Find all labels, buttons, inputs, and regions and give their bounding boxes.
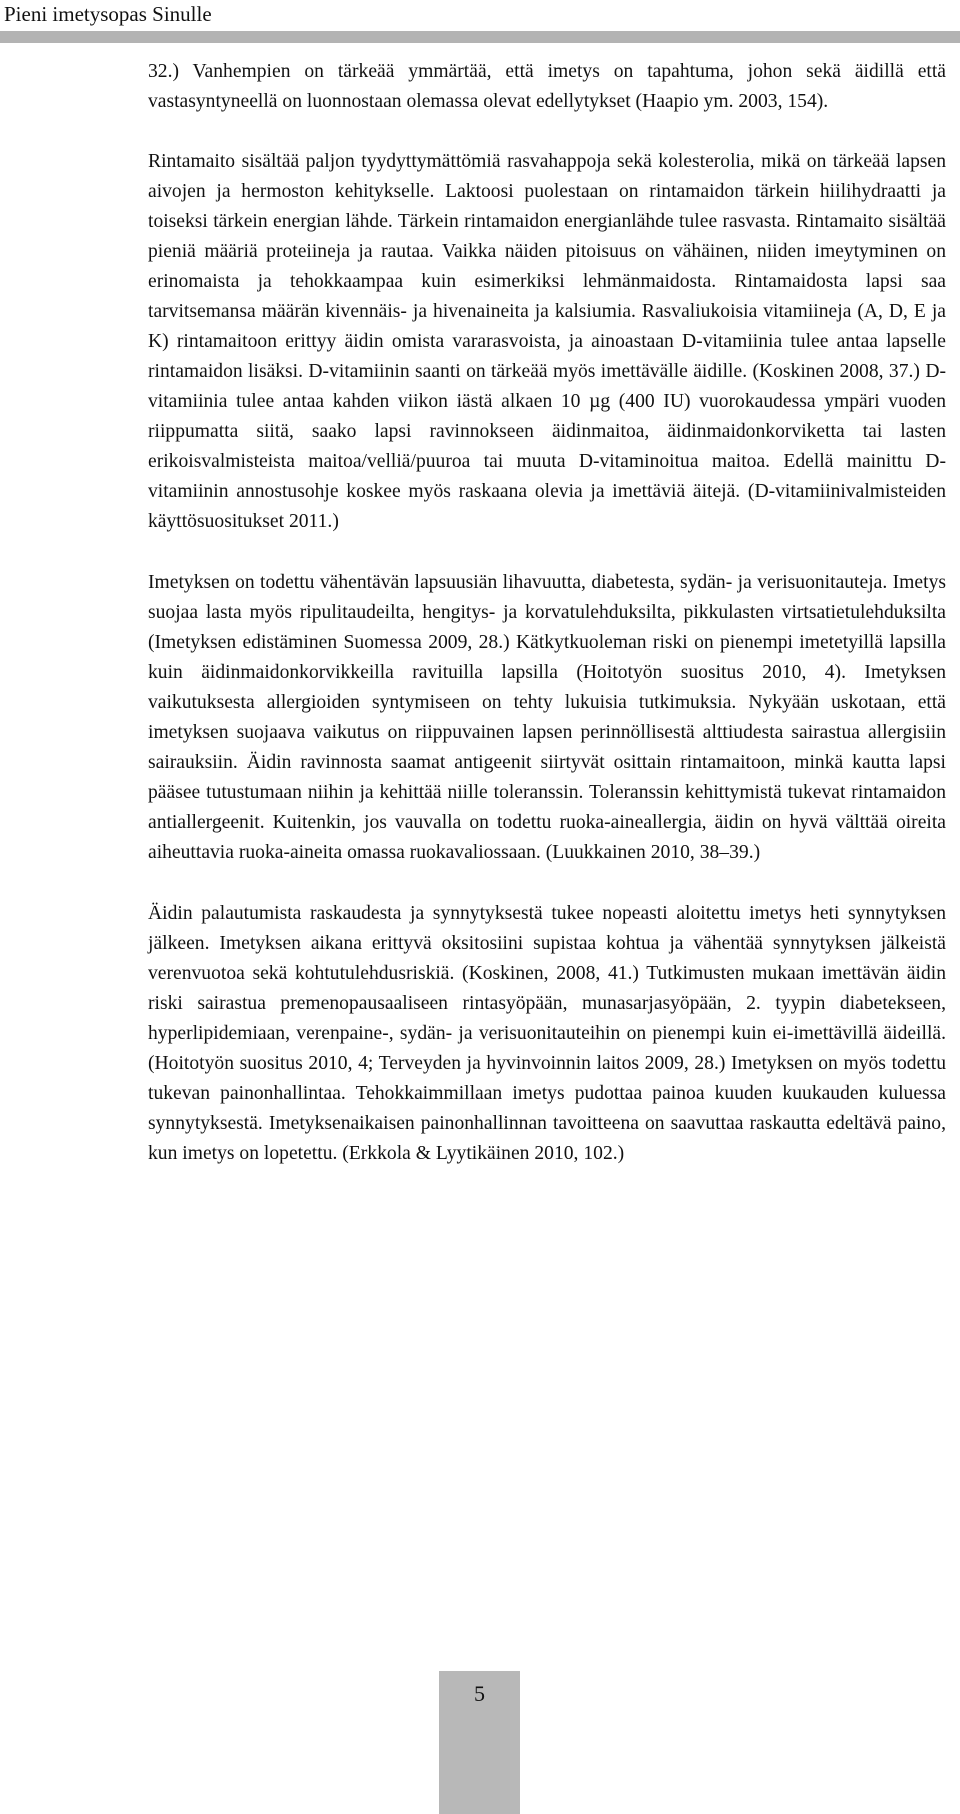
page-number-box (439, 1671, 520, 1814)
body-text (148, 57, 946, 1169)
paragraph-2: Rintamaito sisältää paljon tyydyttymättömiä rasvahappoja sekä kolesterolia, mikä on tärkeää lapsen aivojen ja hermoston kehitykselle. Laktoosi puolestaan on rintamaidon tärkein hiilihydraatti ja toiseksi tärkein energian lähde. Tärkein rintamaidon energianlähde tulee rasvasta. Rintamaito sisältää pieniä määriä proteiineja ja rautaa. Vaikka näiden pitoisuus on vähäinen, niiden imeytyminen on erinomaista ja tehokkaampaa kuin esimerkiksi lehmänmaidosta. Rintamaidosta lapsi saa tarvitsemansa määrän kivennäis- ja hivenaineita ja kalsiumia. Rasvaliukoisia vitamiineja (A, D, E ja K) rintamaitoon erittyy äidin omista vararasvoista, ja ainoastaan D-vitamiinia tulee antaa lapselle rintamaidon lisäksi. D-vitamiinin saanti on tärkeää myös imettävälle äidille. (Koskinen 2008, 37.) D-vitamiinia tulee antaa kahden viikon iästä alkaen 10 µg (400 IU) vuorokaudessa ympäri vuoden riippumatta siitä, saako lapsi ravinnokseen äidinmaitoa, äidinmaidonkorviketta tai lasten erikoisvalmisteista maitoa/velliä/puuroa tai muuta D-vitaminoitua maitoa. Edellä mainittu D-vitamiinin annostusohje koskee myös raskaana olevia ja imettäviä äitejä. (D-vitamiinivalmisteiden käyttösuositukset 2011.) (148, 151, 946, 532)
paragraph-1: 32.) Vanhempien on tärkeää ymmärtää, että imetys on tapahtuma, johon sekä äidillä että vastasyntyneellä on luonnostaan olemassa olevat edellytykset (Haapio ym. 2003, 154). (148, 61, 946, 112)
paragraph-4: Äidin palautumista raskaudesta ja synnytyksestä tukee nopeasti aloitettu imetys heti synnytyksen jälkeen. Imetyksen aikana erittyvä oksitosiini supistaa kohtua ja vähentää synnytyksen jälkeistä verenvuotoa sekä kohtutulehdusriskiä. (Koskinen, 2008, 41.) Tutkimusten mukaan imettävän äidin riski sairastua premenopausaaliseen rintasyöpään, munasarjasyöpään, 2. tyypin diabetekseen, hyperlipidemiaan, verenpaine-, sydän- ja verisuonitauteihin on pienempi kuin ei-imettävillä äideillä. (Hoitotyön suositus 2010, 4; Terveyden ja hyvinvoinnin laitos 2009, 28.) Imetyksen on myös todettu tukevan painonhallintaa. Tehokkaimmillaan imetys pudottaa painoa kuuden kuukauden kuluessa synnytyksestä. Imetyksenaikaisen painonhallinnan tavoitteena on saavuttaa raskautta edeltävä paino, kun imetys on lopetettu. (Erkkola & Lyytikäinen 2010, 102.) (148, 903, 946, 1164)
document-title: Pieni imetysopas Sinulle (4, 2, 212, 26)
header-rule (0, 31, 960, 43)
paragraph-3: Imetyksen on todettu vähentävän lapsuusiän lihavuutta, diabetesta, sydän- ja verisuonitauteja. Imetys suojaa lasta myös ripulitaudeilta, hengitys- ja korvatulehduksilta, pikkulasten virtsatietulehduksilta (Imetyksen edistäminen Suomessa 2009, 28.) Kätkytkuoleman riski on pienempi imetetyillä lapsilla kuin äidinmaidonkorvikkeilla ravituilla lapsilla (Hoitotyön suositus 2010, 4). Imetyksen vaikutuksesta allergioiden syntymiseen on tehty lukuisia tutkimuksia. Nykyään uskotaan, että imetyksen suojaava vaikutus on riippuvainen lapsen perinnöllisestä alttiudesta sairastua allergisiin sairauksiin. Äidin ravinnosta saamat antigeenit siirtyvät osittain rintamaitoon, minkä kautta lapsi pääsee tutustumaan niihin ja kehittää niille toleranssin. Toleranssin kehittymistä tukevat rintamaidon antiallergeenit. Kuitenkin, jos vauvalla on todettu ruoka-aineallergia, äidin on hyvä välttää oireita aiheuttavia ruoka-aineita omassa ruokavaliossaan. (Luukkainen 2010, 38–39.) (148, 572, 946, 863)
page-header (0, 0, 960, 46)
page-number: 5 (474, 1681, 485, 1706)
